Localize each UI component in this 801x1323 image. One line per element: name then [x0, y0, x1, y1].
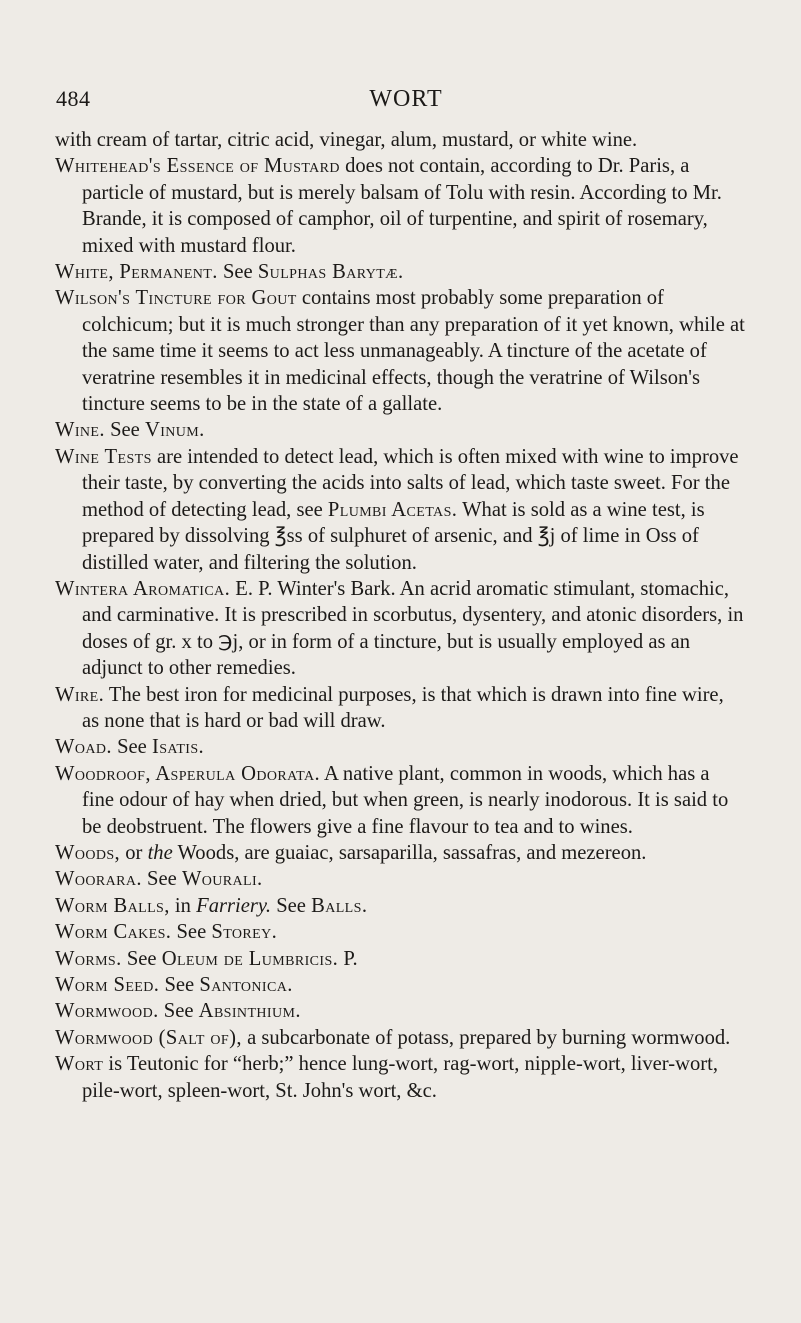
- entry-headword: Worm Balls,: [55, 894, 170, 917]
- entry-headword: Whitehead's Essence of Mustard: [55, 155, 340, 178]
- entry-text: A native plant, common in woods, which has a fine odour of hay when dried, but when green, is nearly inodorous. It is said to be deobstruent. The flowers give a fine flavour to tea and to wines.: [82, 762, 729, 838]
- entry-text: See: [171, 921, 212, 944]
- entry-headword: Storey.: [211, 921, 278, 944]
- dictionary-entry: [55, 285, 745, 417]
- entry-headword: Wort: [55, 1053, 104, 1076]
- entry-headword: Worm Seed.: [55, 974, 160, 996]
- dictionary-entry: [55, 840, 745, 866]
- entry-text: are intended to detect lead, which is often mixed with wine to improve their taste, by converting the acids into salts of lead, which taste sweet. For the method of detecting lead, see: [82, 445, 739, 521]
- dictionary-entry: [55, 761, 745, 840]
- dictionary-entries: [55, 127, 745, 1104]
- entry-headword: Wine.: [55, 419, 105, 442]
- dictionary-entry: [55, 893, 745, 919]
- entry-headword: Wilson's Tincture for Gout: [55, 287, 297, 310]
- dictionary-entry: [55, 998, 745, 1024]
- entry-headword: Absinthium.: [198, 1000, 301, 1023]
- italic-text: Farriery.: [196, 894, 272, 917]
- entry-text: See: [121, 947, 162, 970]
- entry-text: with cream of tartar, citric acid, vinegar, alum, mustard, or white wine.: [55, 129, 638, 151]
- entry-headword: Vinum.: [144, 419, 205, 442]
- entry-headword: Worms.: [55, 947, 122, 970]
- dictionary-entry: [55, 946, 745, 972]
- dictionary-entry: [55, 259, 745, 285]
- entry-text: See: [271, 894, 312, 917]
- entry-text: in: [169, 894, 197, 917]
- running-head: WORT: [369, 86, 443, 112]
- entry-headword: Sulphas Barytæ.: [257, 261, 404, 284]
- entry-text: is Teutonic for “herb;” hence lung-wort, rag-wort, nipple-wort, liver-wort, pile-wort, spleen-wort, St. John's wort, &c.: [82, 1053, 719, 1102]
- entry-headword: Wire.: [55, 683, 105, 706]
- entry-headword: Woodroof, Asperula Odorata.: [55, 762, 321, 785]
- entry-headword: Wintera Aromatica.: [55, 577, 231, 600]
- entry-text: See: [141, 868, 182, 891]
- dictionary-entry: [55, 972, 745, 998]
- entry-text: P.: [338, 947, 358, 970]
- entry-text: The best iron for medicinal purposes, is that which is drawn into fine wire, as none that is hard or bad will draw.: [82, 683, 724, 732]
- entry-headword: Isatis.: [151, 736, 205, 759]
- entry-text: a subcarbonate of potass, prepared by burning wormwood.: [241, 1026, 731, 1049]
- entry-text: What is sold as a wine test, is prepared by dissolving ℥ss of sulphuret of arsenic, and ℥j of lime in Oss of distilled water, and filtering the solution.: [82, 498, 705, 574]
- page-header: [56, 86, 756, 116]
- dictionary-entry: [55, 919, 745, 945]
- entry-text: Woods, are guaiac, sarsaparilla, sassafras, and mezereon.: [172, 841, 647, 864]
- dictionary-entry: [55, 1025, 745, 1051]
- italic-text: the: [147, 841, 173, 864]
- entry-text: See: [158, 1000, 199, 1023]
- dictionary-entry: [55, 576, 745, 682]
- entry-text: See: [217, 261, 258, 284]
- dictionary-entry: [55, 734, 745, 760]
- entry-text: See: [104, 419, 145, 442]
- entry-text: E. P. Winter's Bark. An acrid aromatic stimulant, stomachic, and carminative. It is prescribed in scorbutus, dysentery, and atonic disorders, in doses of gr. x to ℈j, or in form of a tincture, but is usually employed as an adjunct to other remedies.: [82, 577, 744, 680]
- entry-text: contains most probably some preparation of colchicum; but it is much stronger than any preparation of it yet known, while at the same time it seems to act less unmanageably. A tincture of the acetate of veratrine resembles it in medicinal effects, though the veratrine of Wilson's tincture seems to be in the state of a gallate.: [82, 287, 745, 416]
- entry-headword: Wourali.: [181, 868, 263, 891]
- entry-text: does not contain, according to Dr. Paris, a particle of mustard, but is merely balsam of Tolu with resin. According to Mr. Brande, it is composed of camphor, oil of turpentine, and spirit of rosemary, mixed with mustard flour.: [82, 155, 722, 257]
- entry-headword: Wormwood.: [55, 1000, 159, 1023]
- entry-headword: White, Permanent.: [55, 261, 218, 284]
- entry-headword: Plumbi Acetas.: [327, 498, 458, 521]
- page-number: 484: [56, 86, 91, 111]
- dictionary-entry: [55, 153, 745, 259]
- entry-headword: Woad.: [55, 736, 112, 759]
- dictionary-entry: [55, 1051, 745, 1104]
- entry-text: See: [159, 974, 200, 996]
- entry-headword: Wine Tests: [55, 445, 152, 468]
- entry-headword: Woorara.: [55, 868, 142, 891]
- entry-headword: Woods,: [55, 841, 121, 864]
- dictionary-entry: [55, 682, 745, 735]
- entry-text: See: [111, 736, 152, 759]
- dictionary-entry: [55, 866, 745, 892]
- entry-headword: Balls.: [311, 894, 368, 917]
- entry-headword: Worm Cakes.: [55, 921, 172, 944]
- entry-headword: Wormwood (Salt of),: [55, 1026, 242, 1049]
- entry-headword: Santonica.: [199, 974, 293, 996]
- dictionary-entry: [55, 444, 745, 576]
- dictionary-entry: [55, 127, 745, 153]
- entry-headword: Oleum de Lumbricis.: [161, 947, 339, 970]
- entry-text: or: [120, 841, 148, 864]
- dictionary-entry: [55, 417, 745, 443]
